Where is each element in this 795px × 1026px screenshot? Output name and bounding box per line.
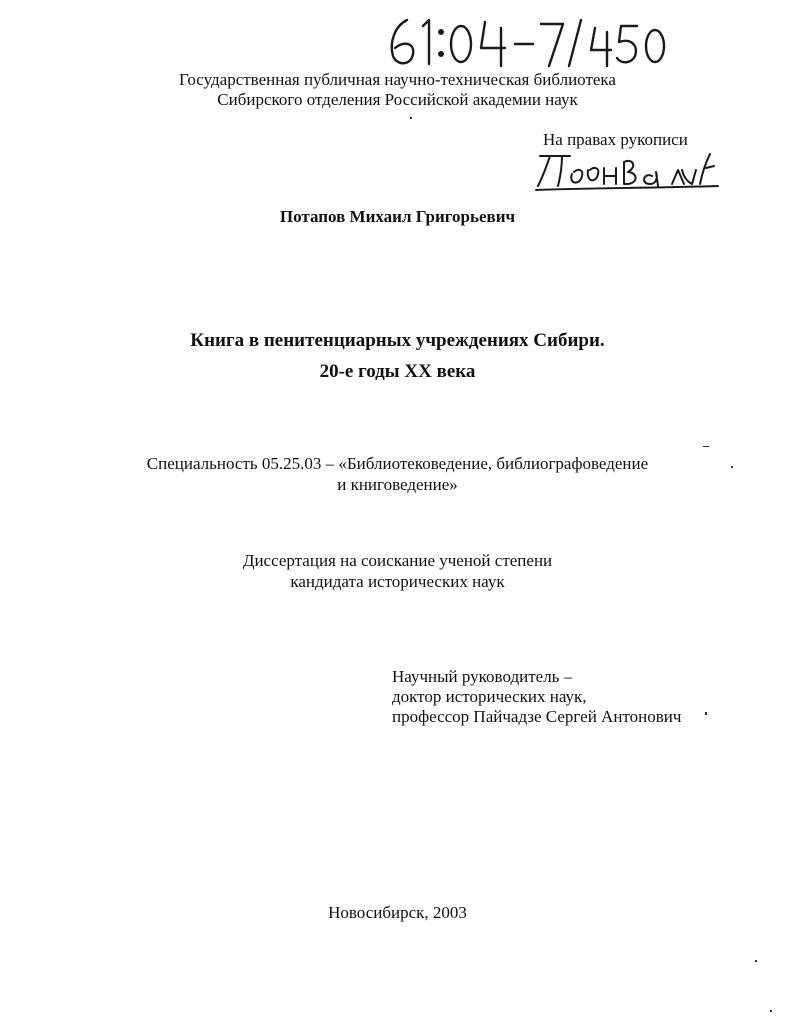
scan-speck <box>703 446 709 447</box>
author-name: Потапов Михаил Григорьевич <box>279 207 516 226</box>
dissertation-title-line-1: Книга в пенитенциарных учреждениях Сибири. <box>190 330 605 351</box>
organization-line-2: Сибирского отделения Российской академии наук <box>217 90 578 109</box>
scan-speck <box>731 466 733 468</box>
scan-speck <box>410 117 412 119</box>
scientific-advisor <box>392 667 681 727</box>
advisor-line-3: профессор Пайчадзе Сергей Антонович <box>392 707 682 726</box>
organization-line-1: Государственная публичная научно-техническая библиотека <box>179 70 616 89</box>
manuscript-rights: На правах рукописи <box>543 130 688 149</box>
advisor-line-2: доктор исторических наук, <box>392 687 587 706</box>
scan-speck <box>755 960 757 962</box>
degree-line-2: кандидата исторических наук <box>290 572 505 591</box>
advisor-line-1: Научный руководитель – <box>392 667 573 686</box>
author-signature <box>532 148 722 196</box>
place-and-year: Новосибирск, 2003 <box>328 903 467 922</box>
specialty-line-2: и книговедение» <box>337 475 458 494</box>
dissertation-title-line-2: 20-е годы XX века <box>319 361 476 382</box>
scan-speck <box>705 712 707 715</box>
handwritten-archive-number <box>385 12 675 72</box>
degree-line-1: Диссертация на соискание ученой степени <box>242 551 553 570</box>
scan-speck <box>770 1010 772 1012</box>
specialty-line-1: Специальность 05.25.03 – «Библиотековедение, библиографоведение <box>146 454 649 473</box>
